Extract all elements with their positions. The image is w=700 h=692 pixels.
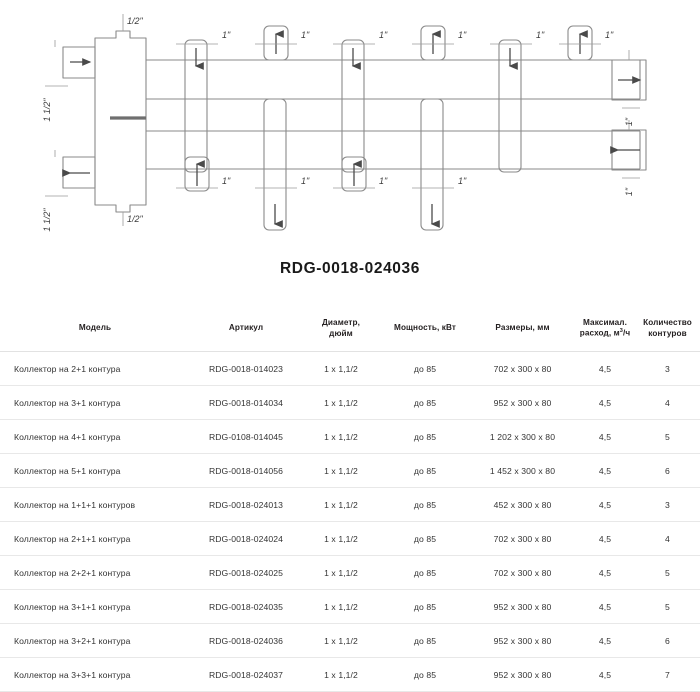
cell-power: до 85 — [380, 386, 470, 420]
manifold-schematic-svg — [0, 0, 700, 240]
cell-diameter: 1 x 1,1/2 — [302, 624, 380, 658]
header-article — [190, 318, 302, 352]
table-row — [0, 454, 700, 488]
header-diameter — [302, 318, 380, 352]
cell-article: RDG-0018-014056 — [190, 454, 302, 488]
header-circuits — [635, 318, 700, 352]
cell-dimensions: 952 x 300 x 80 — [470, 386, 575, 420]
header-model-line1: Модель — [78, 323, 112, 333]
table-row — [0, 352, 700, 386]
dim-label-top-6: 1" — [605, 30, 614, 40]
cell-flow: 4,5 — [575, 454, 635, 488]
cell-diameter: 1 x 1,1/2 — [302, 488, 380, 522]
cell-flow: 4,5 — [575, 420, 635, 454]
cell-circuits: 3 — [635, 352, 700, 386]
dim-label-bot-2: 1" — [301, 176, 310, 186]
cell-diameter: 1 x 1,1/2 — [302, 658, 380, 692]
cell-article: RDG-0018-024037 — [190, 658, 302, 692]
dim-label-bot-1: 1" — [222, 176, 231, 186]
cell-dimensions: 952 x 300 x 80 — [470, 590, 575, 624]
cell-diameter: 1 x 1,1/2 — [302, 590, 380, 624]
dim-label-right-bottom: 1" — [624, 187, 634, 197]
cell-model: Коллектор на 3+2+1 контура — [0, 624, 190, 658]
cell-diameter: 1 x 1,1/2 — [302, 522, 380, 556]
dim-label-top-half: 1/2" — [127, 16, 143, 26]
cell-power: до 85 — [380, 488, 470, 522]
dim-label-left-top: 1 1/2" — [42, 98, 52, 122]
cell-dimensions: 952 x 300 x 80 — [470, 658, 575, 692]
cell-diameter: 1 x 1,1/2 — [302, 454, 380, 488]
cell-dimensions: 702 x 300 x 80 — [470, 352, 575, 386]
cell-model: Коллектор на 3+1+1 контура — [0, 590, 190, 624]
table-body — [0, 352, 700, 692]
cell-circuits: 4 — [635, 522, 700, 556]
table-row — [0, 386, 700, 420]
dim-label-top-3: 1" — [379, 30, 388, 40]
cell-flow: 4,5 — [575, 590, 635, 624]
cell-power: до 85 — [380, 352, 470, 386]
cell-flow: 4,5 — [575, 386, 635, 420]
header-diameter-line1: Диаметр, — [321, 318, 360, 328]
cell-power: до 85 — [380, 658, 470, 692]
dim-label-right-top: 1" — [624, 117, 634, 127]
technical-diagram — [0, 0, 700, 240]
cell-article: RDG-0018-024025 — [190, 556, 302, 590]
dim-label-bot-3: 1" — [379, 176, 388, 186]
cell-dimensions: 452 x 300 x 80 — [470, 488, 575, 522]
cell-circuits: 6 — [635, 454, 700, 488]
header-max-flow — [575, 318, 635, 352]
dim-label-bot-4: 1" — [458, 176, 467, 186]
header-max-flow-line2: расход, $м^3/ч$ — [579, 328, 631, 338]
cell-article: RDG-0018-024013 — [190, 488, 302, 522]
cell-power: до 85 — [380, 624, 470, 658]
cell-article: RDG-0018-024024 — [190, 522, 302, 556]
table-row — [0, 590, 700, 624]
product-title: RDG-0018-024036 — [280, 260, 420, 277]
header-dimensions-line1: Размеры, мм — [495, 323, 550, 333]
dim-label-top-5: 1" — [536, 30, 545, 40]
header-circuits-line1: Количество — [643, 318, 692, 328]
cell-dimensions: 702 x 300 x 80 — [470, 522, 575, 556]
cell-article: RDG-0018-024035 — [190, 590, 302, 624]
header-power — [380, 318, 470, 352]
cell-power: до 85 — [380, 420, 470, 454]
table-row — [0, 658, 700, 692]
cell-article: RDG-0018-014023 — [190, 352, 302, 386]
dim-label-left-bottom: 1 1/2" — [42, 208, 52, 232]
cell-power: до 85 — [380, 590, 470, 624]
cell-circuits: 5 — [635, 420, 700, 454]
cell-diameter: 1 x 1,1/2 — [302, 352, 380, 386]
cell-flow: 4,5 — [575, 658, 635, 692]
cell-model: Коллектор на 1+1+1 контуров — [0, 488, 190, 522]
cell-model: Коллектор на 3+1 контура — [0, 386, 190, 420]
cell-dimensions: 702 x 300 x 80 — [470, 556, 575, 590]
cell-article: RDG-0018-014034 — [190, 386, 302, 420]
table-row — [0, 488, 700, 522]
header-max-flow-line1: Максимал. — [583, 318, 627, 327]
cell-flow: 4,5 — [575, 522, 635, 556]
cell-model: Коллектор на 2+1+1 контура — [0, 522, 190, 556]
cell-circuits: 5 — [635, 556, 700, 590]
header-model — [0, 318, 190, 352]
cell-circuits: 5 — [635, 590, 700, 624]
cell-power: до 85 — [380, 556, 470, 590]
cell-circuits: 7 — [635, 658, 700, 692]
cell-flow: 4,5 — [575, 624, 635, 658]
dim-label-top-2: 1" — [301, 30, 310, 40]
cell-model: Коллектор на 4+1 контура — [0, 420, 190, 454]
header-dimensions — [470, 318, 575, 352]
cell-model: Коллектор на 5+1 контура — [0, 454, 190, 488]
cell-dimensions: 1 452 x 300 x 80 — [470, 454, 575, 488]
cell-circuits: 3 — [635, 488, 700, 522]
cell-article: RDG-0108-014045 — [190, 420, 302, 454]
cell-circuits: 4 — [635, 386, 700, 420]
cell-model: Коллектор на 2+1 контура — [0, 352, 190, 386]
cell-circuits: 6 — [635, 624, 700, 658]
table-row — [0, 420, 700, 454]
cell-diameter: 1 x 1,1/2 — [302, 386, 380, 420]
dim-label-bottom-half: 1/2" — [127, 214, 143, 224]
cell-model: Коллектор на 3+3+1 контура — [0, 658, 190, 692]
cell-dimensions: 1 202 x 300 x 80 — [470, 420, 575, 454]
table-header-row — [0, 318, 700, 352]
table-row — [0, 522, 700, 556]
cell-power: до 85 — [380, 522, 470, 556]
cell-article: RDG-0018-024036 — [190, 624, 302, 658]
separator-body — [95, 31, 146, 212]
cell-flow: 4,5 — [575, 352, 635, 386]
cell-model: Коллектор на 2+2+1 контура — [0, 556, 190, 590]
table-row — [0, 556, 700, 590]
cell-flow: 4,5 — [575, 556, 635, 590]
specification-table-container — [0, 318, 700, 692]
cell-diameter: 1 x 1,1/2 — [302, 420, 380, 454]
header-circuits-line2: контуров — [648, 328, 687, 338]
cell-power: до 85 — [380, 454, 470, 488]
specification-table — [0, 318, 700, 692]
dim-label-top-1: 1" — [222, 30, 231, 40]
cell-flow: 4,5 — [575, 488, 635, 522]
table-head — [0, 318, 700, 352]
header-power-line1: Мощность, кВт — [394, 323, 456, 333]
header-article-line1: Артикул — [228, 323, 264, 333]
cell-dimensions: 952 x 300 x 80 — [470, 624, 575, 658]
dim-label-top-4: 1" — [458, 30, 467, 40]
table-row — [0, 624, 700, 658]
cell-diameter: 1 x 1,1/2 — [302, 556, 380, 590]
header-diameter-line2: дюйм — [329, 328, 353, 338]
